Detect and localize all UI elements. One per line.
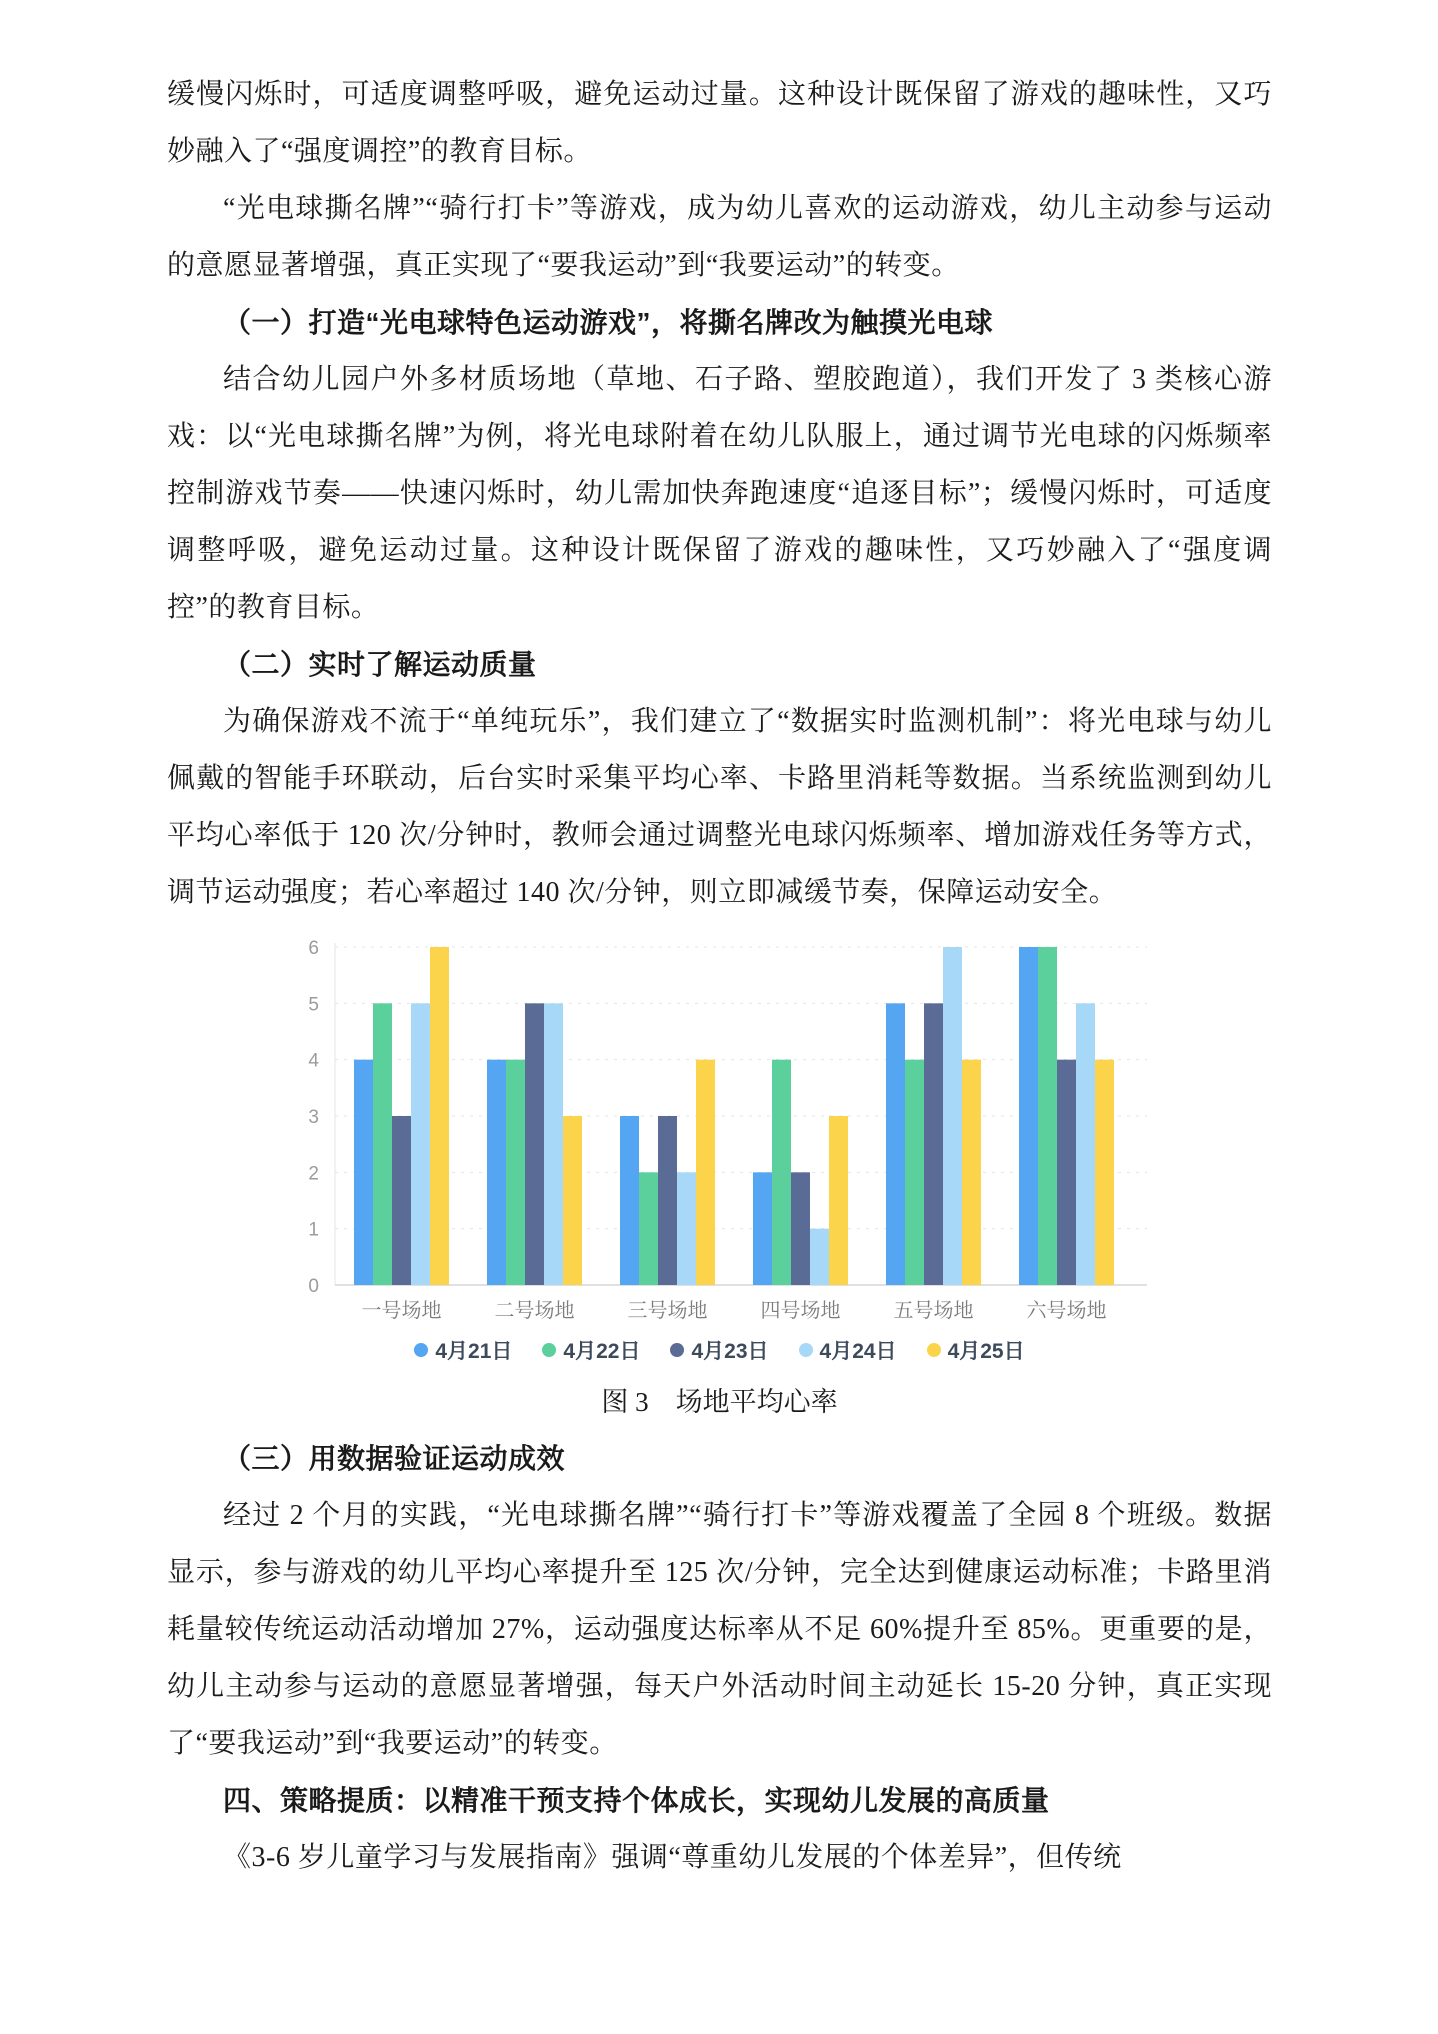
bar-4月22日-六号场地 [1038, 947, 1057, 1285]
legend-dot [799, 1343, 813, 1357]
x-category-label: 五号场地 [893, 1300, 974, 1322]
legend-item-4月25日 [927, 1335, 1025, 1365]
bar-4月23日-一号场地 [392, 1116, 411, 1285]
legend-item-4月24日 [799, 1335, 897, 1365]
paragraph: 经过 2 个月的实践，“光电球撕名牌”“骑行打卡”等游戏覆盖了全园 8 个班级。数据显示，参与游戏的幼儿平均心率提升至 125 次/分钟，完全达到健康运动标准；卡路里消耗量较传统运动活动增加 27%，运动强度达标率从不足 60%提升至 85%。更重要的是，幼儿主动参与运动的意愿显著增强，每天户外活动时间主动延长 15-20 分钟，真正实现了“要我运动”到“我要运动”的转变。 [167, 1500, 1272, 1759]
x-category-label: 三号场地 [627, 1300, 708, 1322]
figure-caption: 图 3 场地平均心率 [601, 1387, 838, 1417]
paragraph: 《3-6 岁儿童学习与发展指南》强调“尊重幼儿发展的个体差异”，但传统 [223, 1842, 1122, 1873]
bar-4月24日-一号场地 [411, 1003, 430, 1285]
bar-4月23日-三号场地 [658, 1116, 677, 1285]
bar-4月25日-五号场地 [962, 1060, 981, 1285]
legend-item-4月21日 [414, 1335, 512, 1365]
bar-4月21日-一号场地 [354, 1060, 373, 1285]
x-category-label: 二号场地 [494, 1300, 575, 1322]
x-category-label: 一号场地 [361, 1300, 442, 1322]
y-tick-label: 6 [308, 938, 319, 959]
figure-bar-chart [167, 935, 1272, 1424]
y-tick-label: 3 [308, 1107, 319, 1128]
paragraph: 结合幼儿园户外多材质场地（草地、石子路、塑胶跑道），我们开发了 3 类核心游戏：以“光电球撕名牌”为例，将光电球附着在幼儿队服上，通过调节光电球的闪烁频率控制游戏节奏——快速闪烁时，幼儿需加快奔跑速度“追逐目标”；缓慢闪烁时，可适度调整呼吸，避免运动过量。这种设计既保留了游戏的趣味性，又巧妙融入了“强度调控”的教育目标。 [167, 364, 1272, 623]
y-tick-label: 5 [308, 994, 319, 1016]
legend-dot [927, 1343, 941, 1357]
bar-4月23日-五号场地 [924, 1003, 943, 1285]
legend-dot [542, 1343, 556, 1357]
x-category-label: 四号场地 [760, 1300, 841, 1322]
bar-4月21日-四号场地 [753, 1172, 772, 1285]
bar-4月22日-一号场地 [373, 1003, 392, 1285]
legend-label: 4月25日 [947, 1340, 1025, 1363]
bar-4月22日-二号场地 [506, 1060, 525, 1285]
section-heading-1: （一）打造“光电球特色运动游戏”，将撕名牌改为触摸光电球 [223, 307, 994, 338]
bar-4月24日-三号场地 [677, 1172, 696, 1285]
bar-4月25日-一号场地 [430, 947, 449, 1285]
y-tick-label: 2 [308, 1163, 319, 1185]
bar-4月24日-五号场地 [943, 947, 962, 1285]
legend-label: 4月21日 [435, 1340, 513, 1363]
bar-4月25日-二号场地 [563, 1116, 582, 1285]
bar-4月22日-五号场地 [905, 1060, 924, 1285]
section-heading-4: 四、策略提质：以精准干预支持个体成长，实现幼儿发展的高质量 [223, 1785, 1050, 1816]
paragraph: 为确保游戏不流于“单纯玩乐”，我们建立了“数据实时监测机制”：将光电球与幼儿佩戴的智能手环联动，后台实时采集平均心率、卡路里消耗等数据。当系统监测到幼儿平均心率低于 120 次/分钟时，教师会通过调整光电球闪烁频率、增加游戏任务等方式，调节运动强度；若心率超过 140 次/分钟，则立即减缓节奏，保障运动安全。 [167, 706, 1272, 908]
bar-4月21日-五号场地 [886, 1003, 905, 1285]
paragraph-continuation: 缓慢闪烁时，可适度调整呼吸，避免运动过量。这种设计既保留了游戏的趣味性，又巧妙融入了“强度调控”的教育目标。 [167, 79, 1272, 167]
legend-dot [414, 1343, 428, 1357]
bar-4月24日-四号场地 [810, 1229, 829, 1285]
legend-item-4月23日 [670, 1335, 768, 1365]
legend-label: 4月23日 [691, 1340, 769, 1363]
bar-chart-canvas [255, 935, 1165, 1327]
bar-4月23日-四号场地 [791, 1172, 810, 1285]
legend-dot [670, 1343, 684, 1357]
bar-4月23日-二号场地 [525, 1003, 544, 1285]
section-heading-3: （三）用数据验证运动成效 [223, 1443, 566, 1474]
section-heading-2: （二）实时了解运动质量 [223, 649, 537, 680]
bar-4月23日-六号场地 [1057, 1060, 1076, 1285]
bar-4月21日-六号场地 [1019, 947, 1038, 1285]
chart-legend [167, 1334, 1272, 1366]
legend-item-4月22日 [542, 1335, 640, 1365]
bar-4月22日-四号场地 [772, 1060, 791, 1285]
bar-4月22日-三号场地 [639, 1172, 658, 1285]
legend-label: 4月22日 [563, 1340, 641, 1363]
bar-4月25日-六号场地 [1095, 1060, 1114, 1285]
x-category-label: 六号场地 [1026, 1300, 1107, 1322]
bar-4月25日-三号场地 [696, 1060, 715, 1285]
y-tick-label: 4 [308, 1050, 319, 1072]
legend-label: 4月24日 [819, 1340, 897, 1363]
bar-4月21日-二号场地 [487, 1060, 506, 1285]
bar-chart [255, 935, 1272, 1332]
bar-4月25日-四号场地 [829, 1116, 848, 1285]
paragraph: “光电球撕名牌”“骑行打卡”等游戏，成为幼儿喜欢的运动游戏，幼儿主动参与运动的意愿显著增强，真正实现了“要我运动”到“我要运动”的转变。 [167, 193, 1272, 281]
y-tick-label: 1 [308, 1219, 319, 1241]
bar-4月24日-六号场地 [1076, 1003, 1095, 1285]
bar-4月24日-二号场地 [544, 1003, 563, 1285]
y-tick-label: 0 [308, 1276, 319, 1297]
bar-4月21日-三号场地 [620, 1116, 639, 1285]
